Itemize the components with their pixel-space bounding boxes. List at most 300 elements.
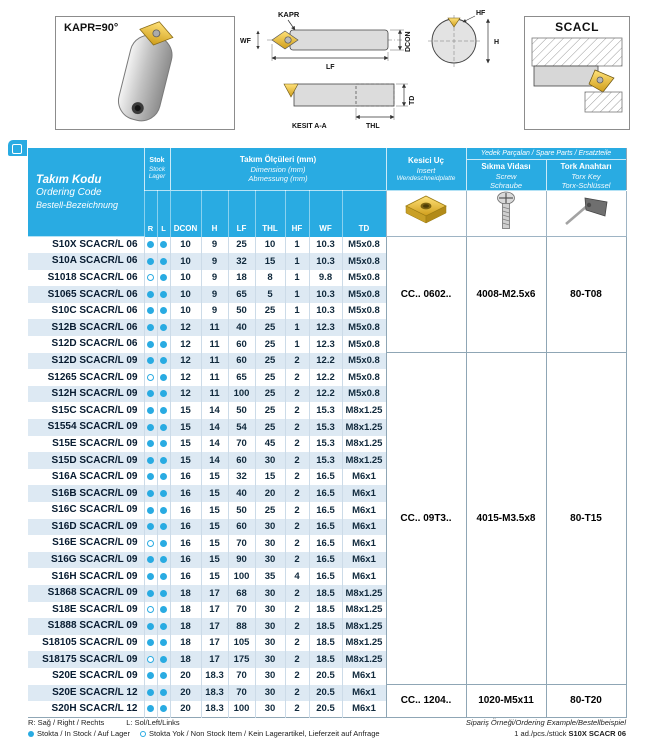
dim-h-cell: 9 [201,286,228,303]
scacl-title: SCACL [555,20,599,34]
dim-dcon-cell: 10 [170,253,201,270]
dim-h-cell: 11 [201,336,228,353]
dim-thl-cell: 30 [255,618,285,635]
scacl-screw [597,77,603,83]
dim-td-cell: M6x1 [342,535,386,552]
dim-wf-cell: 12.2 [309,353,342,370]
product-table [28,148,627,718]
in-stock-dot [147,291,154,298]
stock-l-cell [157,386,170,403]
dim-lf-cell: 50 [228,502,255,519]
header-ordering-code [28,148,144,237]
dim-h-cell: 14 [201,452,228,469]
dim-hf-cell: 4 [285,568,309,585]
dim-lf-cell: 70 [228,535,255,552]
dim-hf-cell: 2 [285,452,309,469]
dim-hf-cell: 2 [285,402,309,419]
dim-dcon-cell: 12 [170,319,201,336]
header-dims-en: Dimension (mm) [250,165,306,174]
non-stock-dot [147,274,154,281]
dim-lf-cell: 68 [228,585,255,602]
dim-lf-cell: 60 [228,452,255,469]
dim-wf-cell: 18.5 [309,585,342,602]
dim-lf-cell: 60 [228,353,255,370]
header-insert-de: Wendeschneidplatte [396,174,456,182]
dim-thl-cell: 25 [255,419,285,436]
stock-l-cell [157,502,170,519]
in-stock-dot [147,623,154,630]
in-stock-dot [160,507,167,514]
dim-td-cell: M5x0.8 [342,369,386,386]
dim-td-cell: M6x1 [342,568,386,585]
header-spare-parts [466,148,626,191]
in-stock-dot [147,689,154,696]
dim-dcon-cell: 12 [170,353,201,370]
td-dim-label: TD [409,95,416,105]
tool-body-sideview [294,84,394,106]
insert-code-cell: CC.. 09T3.. [386,353,466,685]
dim-wf-cell: 15.3 [309,452,342,469]
stock-r-cell [144,668,157,685]
spare-parts-title: Yedek Parçalan / Spare Parts / Ersatzteile [467,148,626,160]
tool-code-cell: S20H SCACR/L 12 [51,703,138,715]
dim-hf-cell: 1 [285,319,309,336]
stock-l-cell [157,436,170,453]
dim-dcon-cell: 16 [170,535,201,552]
stock-r-cell [144,319,157,336]
dim-h-cell: 15 [201,535,228,552]
dim-td-cell: M6x1 [342,519,386,536]
dim-h-cell: 11 [201,386,228,403]
dim-lf-cell: 70 [228,602,255,619]
dim-lf-cell: 100 [228,386,255,403]
stock-r-cell [144,651,157,668]
tool-code-cell: S20E SCACR/L 09 [52,670,138,682]
dim-thl-cell: 30 [255,519,285,536]
stock-l-cell [157,618,170,635]
dim-dcon-cell: 16 [170,552,201,569]
stock-l-cell [157,336,170,353]
in-stock-dot [147,324,154,331]
dim-h-cell: 15 [201,519,228,536]
dim-wf-cell: 10.3 [309,286,342,303]
dim-lf-cell: 100 [228,701,255,718]
tool-code-cell: S18175 SCACR/L 09 [42,653,138,665]
insert-image-cell [386,191,466,237]
dim-wf-cell: 15.3 [309,402,342,419]
in-stock-dot [147,705,154,712]
table-body [28,237,626,718]
dim-td-cell: M8x1.25 [342,651,386,668]
non-stock-dot [147,606,154,613]
dim-h-cell: 17 [201,618,228,635]
technical-drawings-area [0,0,647,148]
stock-l-cell [157,568,170,585]
tool-code-cell: S15C SCACR/L 09 [51,404,138,416]
dim-wf-cell: 16.5 [309,568,342,585]
dim-thl-cell: 20 [255,485,285,502]
in-stock-dot [160,656,167,663]
dim-lf-cell: 100 [228,568,255,585]
scacl-box [524,16,630,130]
dim-thl-cell: 30 [255,651,285,668]
header-code-line-tr: Takım Kodu [36,173,102,186]
stock-r-cell [144,519,157,536]
workpiece-hatch [585,92,622,112]
dim-td-cell: M5x0.8 [342,303,386,320]
header-insert [386,148,466,191]
dim-lf-cell: 88 [228,618,255,635]
stock-r-cell [144,237,157,254]
dim-dcon-cell: 18 [170,618,201,635]
footer [28,717,626,739]
in-stock-dot [160,307,167,314]
in-stock-dot [160,672,167,679]
kapr-dim-label: KAPR [278,10,300,19]
in-stock-dot [147,507,154,514]
thl-dim-label: THL [366,123,380,130]
dim-td-cell: M8x1.25 [342,635,386,652]
dim-dcon-cell: 12 [170,386,201,403]
stock-r-cell [144,336,157,353]
header-stock [144,148,170,191]
dim-dcon-cell: 20 [170,701,201,718]
dim-wf-cell: 9.8 [309,270,342,287]
dim-hf-cell: 2 [285,436,309,453]
dim-hf-cell: 2 [285,685,309,702]
dim-hf-cell: 2 [285,419,309,436]
dim-td-cell: M8x1.25 [342,618,386,635]
header-torx-tr: Tork Anahtarı [560,162,612,171]
in-stock-dot [28,731,34,737]
in-stock-dot [147,424,154,431]
footer-legend [28,717,380,739]
header-screw-tr: Sıkma Vidası [481,162,531,171]
in-stock-dot [160,473,167,480]
stock-l-cell [157,270,170,287]
in-stock-dot [160,705,167,712]
in-stock-dot [147,390,154,397]
dim-thl-cell: 30 [255,552,285,569]
dim-td-cell: M8x1.25 [342,436,386,453]
in-stock-dot [147,590,154,597]
dim-h-cell: 15 [201,552,228,569]
stock-r-cell [144,436,157,453]
dim-h-cell: 18.3 [201,685,228,702]
tool-code-cell: S18E SCACR/L 09 [52,603,138,615]
dim-td-cell: M8x1.25 [342,585,386,602]
dim-dcon-cell: 15 [170,402,201,419]
stock-r-cell [144,685,157,702]
dim-td-cell: M6x1 [342,685,386,702]
dim-wf-cell: 16.5 [309,552,342,569]
dim-thl-cell: 30 [255,668,285,685]
tool-code-cell: S1868 SCACR/L 09 [47,587,138,599]
dim-td-cell: M8x1.25 [342,402,386,419]
dim-lf-cell: 70 [228,436,255,453]
dim-td-cell: M5x0.8 [342,353,386,370]
dim-wf-cell: 16.5 [309,502,342,519]
in-stock-dot [147,672,154,679]
dim-h-cell: 15 [201,485,228,502]
dim-wf-cell: 20.5 [309,668,342,685]
tool-code-cell: S1888 SCACR/L 09 [47,620,138,632]
fixture-hatch [532,38,622,66]
dim-hf-cell: 1 [285,270,309,287]
tool-code-cell: S10C SCACR/L 06 [51,305,138,317]
col-header-lf: LF [228,191,255,237]
in-stock-dot [160,590,167,597]
tool-code-cell: S16C SCACR/L 09 [51,504,138,516]
dim-hf-cell: 2 [285,635,309,652]
header-code-line-de: Bestell-Bezeichnung [36,199,119,210]
header-stock-tr: Stok [149,156,165,164]
in-stock-dot [160,407,167,414]
dim-lf-cell: 175 [228,651,255,668]
stock-r-cell [144,286,157,303]
dim-td-cell: M5x0.8 [342,319,386,336]
dim-lf-cell: 65 [228,286,255,303]
stock-l-cell [157,602,170,619]
dim-lf-cell: 90 [228,552,255,569]
header-insert-tr: Kesici Uç [407,155,445,165]
dim-td-cell: M6x1 [342,552,386,569]
dim-thl-cell: 25 [255,386,285,403]
dim-h-cell: 11 [201,353,228,370]
dim-hf-cell: 2 [285,469,309,486]
stock-l-cell [157,237,170,254]
dim-lf-cell: 105 [228,635,255,652]
dim-thl-cell: 15 [255,253,285,270]
dim-thl-cell: 30 [255,452,285,469]
stock-l-cell [157,369,170,386]
stock-r-cell [144,618,157,635]
in-stock-dot [160,357,167,364]
dim-td-cell: M5x0.8 [342,253,386,270]
header-torx-key [546,160,626,190]
in-stock-dot [147,639,154,646]
dim-thl-cell: 30 [255,585,285,602]
in-stock-dot [147,357,154,364]
dim-wf-cell: 12.2 [309,386,342,403]
dim-wf-cell: 18.5 [309,602,342,619]
col-header-thl: THL [255,191,285,237]
dim-dcon-cell: 10 [170,270,201,287]
dim-hf-cell: 2 [285,535,309,552]
stock-l-cell [157,585,170,602]
in-stock-dot [147,490,154,497]
dim-dcon-cell: 16 [170,519,201,536]
header-screw-de: Schraube [489,181,523,190]
stock-l-cell [157,419,170,436]
dim-lf-cell: 70 [228,668,255,685]
dim-dcon-cell: 18 [170,651,201,668]
insert-code-cell: CC.. 0602.. [386,237,466,353]
screw-code-cell: 1020-M5x11 [466,685,546,718]
stock-r-cell [144,369,157,386]
dim-hf-cell: 2 [285,651,309,668]
section-label: KESIT A-A [292,123,327,130]
dim-lf-cell: 40 [228,485,255,502]
dim-lf-cell: 50 [228,303,255,320]
ordering-example-qty: 1 ad./pcs./stück [514,729,567,738]
dim-hf-cell: 1 [285,286,309,303]
dim-td-cell: M5x0.8 [342,237,386,254]
tool-code-cell: S20E SCACR/L 12 [52,686,138,698]
dim-wf-cell: 20.5 [309,701,342,718]
dim-h-cell: 11 [201,369,228,386]
tool-code-cell: S1554 SCACR/L 09 [47,421,138,433]
header-stock-en: Stock [148,165,166,173]
dim-thl-cell: 15 [255,469,285,486]
dim-wf-cell: 18.5 [309,651,342,668]
screw-topview [285,37,291,43]
dim-dcon-cell: 20 [170,685,201,702]
tool-code-cell: S12D SCACR/L 06 [51,338,138,350]
dim-hf-cell: 1 [285,237,309,254]
dim-hf-cell: 1 [285,303,309,320]
tool-body-topview [290,30,388,50]
in-stock-dot [147,341,154,348]
legend-in-stock: Stokta / In Stock / Auf Lager [37,729,130,738]
col-header-l: L [157,191,170,237]
stock-l-cell [157,552,170,569]
col-header-td: TD [342,191,386,237]
stock-r-cell [144,270,157,287]
dim-h-cell: 17 [201,651,228,668]
non-stock-dot [147,656,154,663]
stock-l-cell [157,519,170,536]
dim-h-cell: 11 [201,319,228,336]
in-stock-dot [147,258,154,265]
dim-hf-cell: 2 [285,369,309,386]
dim-thl-cell: 25 [255,402,285,419]
dim-h-cell: 15 [201,568,228,585]
table-row [28,237,626,254]
scacl-tool-body [534,66,598,86]
tool-code-cell: S1018 SCACR/L 06 [47,271,138,283]
dim-dcon-cell: 12 [170,336,201,353]
stock-l-cell [157,701,170,718]
dim-thl-cell: 8 [255,270,285,287]
header-dims-de: Abmessung (mm) [248,174,308,183]
dim-wf-cell: 10.3 [309,303,342,320]
dim-wf-cell: 12.2 [309,369,342,386]
stock-l-cell [157,668,170,685]
dim-dcon-cell: 15 [170,419,201,436]
stock-r-cell [144,419,157,436]
dim-td-cell: M5x0.8 [342,270,386,287]
dim-wf-cell: 18.5 [309,618,342,635]
stock-r-cell [144,585,157,602]
dim-thl-cell: 10 [255,237,285,254]
wf-dim-label: WF [240,38,251,45]
scacl-drawing [525,34,629,126]
dim-h-cell: 15 [201,502,228,519]
dim-td-cell: M6x1 [342,469,386,486]
col-header-h: H [201,191,228,237]
screw-image-cell [466,191,546,237]
dim-thl-cell: 5 [255,286,285,303]
in-stock-dot [160,341,167,348]
dim-thl-cell: 30 [255,602,285,619]
dim-dcon-cell: 16 [170,469,201,486]
insert-icon [402,194,450,228]
h-dim-label: H [494,39,500,46]
header-dimensions [170,148,386,191]
table-header [28,148,626,237]
tool-code-cell: S15E SCACR/L 09 [52,437,138,449]
tool-code-cell: S15D SCACR/L 09 [51,454,138,466]
dim-dcon-cell: 16 [170,485,201,502]
screw-code-cell: 4008-M2.5x6 [466,237,546,353]
dim-lf-cell: 40 [228,319,255,336]
insert-code-cell: CC.. 1204.. [386,685,466,718]
dim-dcon-cell: 10 [170,237,201,254]
dim-hf-cell: 2 [285,386,309,403]
stock-r-cell [144,353,157,370]
dim-dcon-cell: 18 [170,602,201,619]
dim-wf-cell: 15.3 [309,419,342,436]
tool-code-cell: S12B SCACR/L 06 [51,321,138,333]
dim-wf-cell: 10.3 [309,253,342,270]
in-stock-dot [160,639,167,646]
dimension-drawing [232,4,524,146]
dim-lf-cell: 50 [228,402,255,419]
stock-l-cell [157,286,170,303]
in-stock-dot [160,540,167,547]
dim-thl-cell: 25 [255,303,285,320]
dim-h-cell: 14 [201,402,228,419]
header-screw [467,160,546,190]
stock-l-cell [157,402,170,419]
header-code-line-en: Ordering Code [36,187,102,199]
dim-lf-cell: 60 [228,519,255,536]
dim-h-cell: 17 [201,585,228,602]
dim-lf-cell: 60 [228,336,255,353]
dim-dcon-cell: 18 [170,585,201,602]
dim-lf-cell: 65 [228,369,255,386]
dim-thl-cell: 45 [255,436,285,453]
in-stock-dot [160,606,167,613]
dim-dcon-cell: 15 [170,452,201,469]
stock-r-cell [144,635,157,652]
dim-hf-cell: 2 [285,618,309,635]
dim-dcon-cell: 18 [170,635,201,652]
dim-td-cell: M8x1.25 [342,419,386,436]
stock-l-cell [157,469,170,486]
stock-l-cell [157,635,170,652]
in-stock-dot [160,623,167,630]
kapr-angle-label: KAPR=90° [64,22,119,34]
dim-lf-cell: 54 [228,419,255,436]
in-stock-dot [160,374,167,381]
stock-l-cell [157,485,170,502]
dim-wf-cell: 16.5 [309,519,342,536]
dim-hf-cell: 2 [285,668,309,685]
in-stock-dot [160,258,167,265]
dim-h-cell: 9 [201,270,228,287]
stock-r-cell [144,303,157,320]
in-stock-dot [147,457,154,464]
dim-td-cell: M5x0.8 [342,286,386,303]
stock-l-cell [157,452,170,469]
dim-td-cell: M6x1 [342,701,386,718]
stock-r-cell [144,701,157,718]
col-header-r: R [144,191,157,237]
stock-r-cell [144,253,157,270]
header-stock-de: Lager [148,173,166,181]
